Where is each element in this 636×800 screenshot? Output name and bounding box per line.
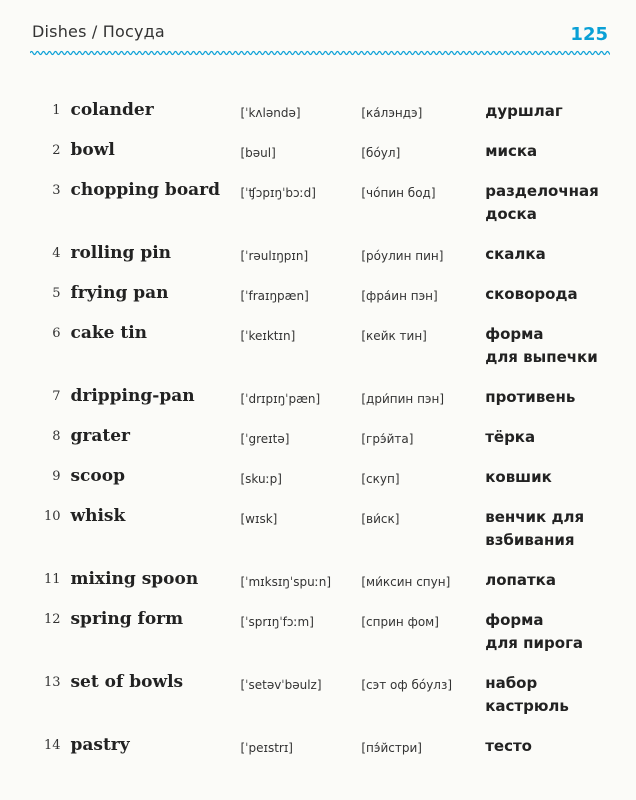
entry-number: 9	[52, 469, 61, 484]
russian-transcription: [бóул]	[361, 146, 401, 160]
table-row	[31, 504, 611, 567]
russian-transcription: [ми́ксин спун]	[361, 575, 451, 589]
russian-transcription: [рóулин пин]	[361, 249, 444, 263]
russian-transcription: [сэт оф бóулз]	[361, 678, 453, 692]
table-row	[31, 241, 611, 281]
russian-translation	[485, 424, 611, 449]
russian-translation-line: форма	[485, 611, 544, 629]
ipa-transcription: [wɪsk]	[240, 512, 278, 526]
ipa-transcription: [ˈkʌləndə]	[240, 106, 301, 120]
ipa-transcription: [ˈsprɪŋˈfɔːm]	[240, 615, 314, 629]
entry-number: 8	[52, 429, 61, 444]
entry-number: 12	[43, 612, 61, 627]
ipa-transcription: [ˈdrɪpɪŋˈpæn]	[240, 392, 321, 406]
table-row	[31, 733, 611, 773]
english-word: bowl	[70, 140, 115, 160]
russian-translation-line: для пирога	[485, 634, 584, 652]
entry-number: 3	[52, 183, 61, 198]
wavy-divider	[30, 48, 610, 58]
russian-translation	[485, 241, 611, 266]
russian-translation	[485, 138, 611, 163]
table-row	[31, 178, 611, 241]
russian-translation	[485, 384, 611, 409]
russian-translation-line: кастрюль	[485, 697, 569, 715]
russian-translation-line: миска	[485, 142, 538, 160]
ipa-transcription: [ˈmɪksɪŋˈspuːn]	[240, 575, 331, 589]
russian-translation-line: тесто	[485, 737, 532, 755]
table-row	[31, 281, 611, 321]
entry-number: 13	[43, 675, 61, 690]
russian-transcription: [ка́лэндэ]	[361, 106, 423, 120]
entry-number: 11	[43, 572, 61, 587]
entry-number: 5	[52, 286, 61, 301]
page-number: 125	[570, 24, 608, 45]
russian-translation	[485, 733, 611, 758]
english-word: rolling pin	[70, 243, 172, 263]
russian-translation	[485, 321, 611, 369]
russian-translation	[485, 567, 611, 592]
ipa-transcription: [ˈpeɪstrɪ]	[240, 741, 293, 755]
english-word: dripping-pan	[70, 386, 195, 406]
entry-number: 4	[52, 246, 61, 261]
russian-translation-line: венчик для	[485, 508, 585, 526]
russian-translation	[485, 607, 611, 655]
russian-transcription: [фра́ин пэн]	[361, 289, 438, 303]
russian-translation-line: взбивания	[485, 531, 575, 549]
table-row	[31, 98, 611, 138]
table-row	[31, 670, 611, 733]
russian-transcription: [ви́ск]	[361, 512, 400, 526]
ipa-transcription: [skuːp]	[240, 472, 282, 486]
entry-number: 6	[52, 326, 61, 341]
russian-translation-line: для выпечки	[485, 348, 598, 366]
russian-transcription: [грэ́йта]	[361, 432, 414, 446]
russian-transcription: [кейк тин]	[361, 329, 427, 343]
english-word: scoop	[70, 466, 125, 486]
entry-number: 2	[52, 143, 61, 158]
russian-transcription: [сприн фом]	[361, 615, 439, 629]
ipa-transcription: [ˈgreɪtə]	[240, 432, 290, 446]
english-word: whisk	[70, 506, 126, 526]
vocabulary-table	[31, 98, 611, 773]
english-word: chopping board	[70, 180, 221, 200]
ipa-transcription: [ˈʧɔpɪŋˈbɔːd]	[240, 186, 316, 200]
english-word: spring form	[70, 609, 184, 629]
russian-translation-line: скалка	[485, 245, 546, 263]
russian-translation	[485, 281, 611, 306]
russian-translation-line: противень	[485, 388, 576, 406]
table-row	[31, 138, 611, 178]
russian-transcription: [чóпин бод]	[361, 186, 436, 200]
russian-translation-line: сковорода	[485, 285, 578, 303]
english-word: colander	[70, 100, 154, 120]
russian-translation	[485, 178, 611, 226]
ipa-transcription: [ˈsetəvˈbəulz]	[240, 678, 322, 692]
ipa-transcription: [ˈfraɪŋpæn]	[240, 289, 309, 303]
russian-translation-line: дуршлаг	[485, 102, 563, 120]
english-word: mixing spoon	[70, 569, 199, 589]
russian-translation	[485, 670, 611, 718]
ipa-transcription: [ˈrəulɪŋpɪn]	[240, 249, 309, 263]
russian-translation	[485, 504, 611, 552]
entry-number: 14	[43, 738, 61, 753]
russian-translation-line: лопатка	[485, 571, 556, 589]
english-word: set of bowls	[70, 672, 184, 692]
section-title: Dishes / Посуда	[32, 22, 165, 41]
ipa-transcription: [bəul]	[240, 146, 276, 160]
english-word: frying pan	[70, 283, 169, 303]
russian-translation	[485, 464, 611, 489]
russian-translation-line: набор	[485, 674, 538, 692]
table-row	[31, 384, 611, 424]
russian-transcription: [скуп]	[361, 472, 400, 486]
page-header	[32, 22, 608, 46]
russian-translation-line: тёрка	[485, 428, 536, 446]
table-row	[31, 464, 611, 504]
russian-translation-line: разделочная	[485, 182, 599, 200]
table-row	[31, 321, 611, 384]
russian-translation-line: ковшик	[485, 468, 552, 486]
english-word: cake tin	[70, 323, 148, 343]
entry-number: 10	[43, 509, 61, 524]
russian-translation-line: форма	[485, 325, 544, 343]
table-row	[31, 567, 611, 607]
table-row	[31, 607, 611, 670]
russian-transcription: [дри́пин пэн]	[361, 392, 445, 406]
entry-number: 1	[52, 103, 61, 118]
english-word: grater	[70, 426, 130, 446]
russian-transcription: [пэ́йстри]	[361, 741, 422, 755]
english-word: pastry	[70, 735, 130, 755]
ipa-transcription: [ˈkeɪktɪn]	[240, 329, 296, 343]
table-row	[31, 424, 611, 464]
russian-translation-line: доска	[485, 205, 537, 223]
russian-translation	[485, 98, 611, 123]
entry-number: 7	[52, 389, 61, 404]
